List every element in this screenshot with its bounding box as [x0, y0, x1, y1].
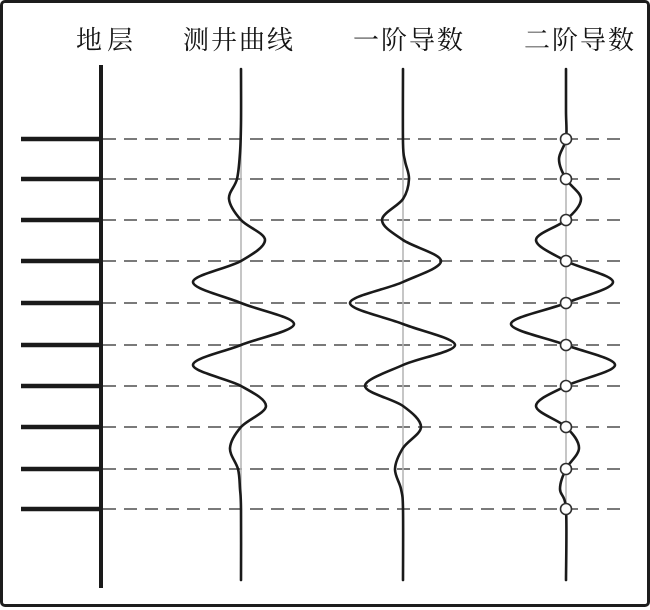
zero-crossing-marker — [561, 340, 572, 351]
figure-canvas — [3, 3, 650, 610]
zero-crossing-marker — [561, 215, 572, 226]
zero-crossing-marker — [561, 381, 572, 392]
一阶导数-curve-path — [350, 69, 455, 580]
column-header-log-curve: 测井曲线 — [182, 26, 296, 55]
zero-crossing-marker — [561, 174, 572, 185]
zero-crossing-marker — [561, 256, 572, 267]
测井曲线-curve-path — [193, 69, 294, 580]
二阶导数-curve-path — [511, 69, 615, 580]
zero-crossing-marker — [561, 422, 572, 433]
zero-crossing-marker — [561, 298, 572, 309]
column-header-second-derivative: 二阶导数 — [523, 26, 637, 55]
column-header-stratum: 地层 — [75, 26, 139, 55]
column-header-first-derivative: 一阶导数 — [352, 26, 466, 55]
zero-crossing-marker — [561, 134, 572, 145]
zero-crossing-marker — [561, 504, 572, 515]
zero-crossing-marker — [561, 464, 572, 475]
